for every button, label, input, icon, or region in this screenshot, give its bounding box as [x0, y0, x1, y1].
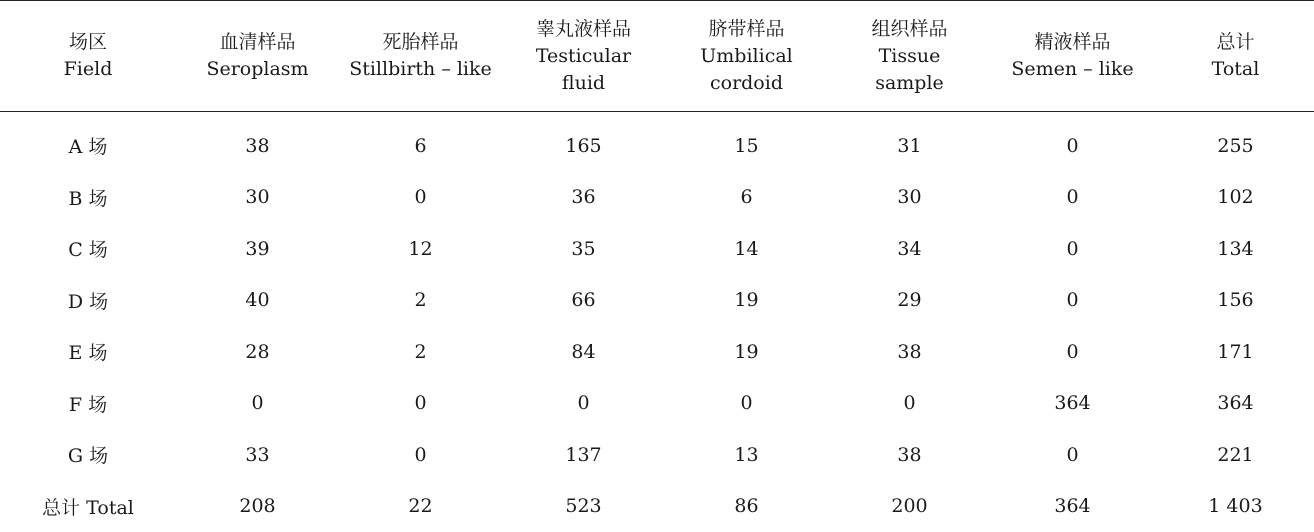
cell-seroplasm: 208: [176, 481, 339, 532]
header-testicular-fluid: [502, 1, 665, 112]
cell-field: F 场: [0, 378, 176, 430]
cell-field: C 场: [0, 223, 176, 275]
header-row: [0, 1, 1314, 112]
cell-tissue: 200: [828, 481, 991, 532]
cell-stillbirth: 12: [339, 223, 502, 275]
table-row: [0, 378, 1314, 430]
cell-stillbirth: 0: [339, 429, 502, 481]
header-field: [0, 1, 176, 112]
table-header: [0, 1, 1314, 112]
header-semen-en: Semen – like: [991, 56, 1154, 83]
header-seroplasm-en: Seroplasm: [176, 56, 339, 83]
cell-seroplasm: 38: [176, 112, 339, 172]
table-row-total: [0, 481, 1314, 532]
header-tissue-en-1: Tissue: [828, 43, 991, 70]
cell-stillbirth: 2: [339, 275, 502, 327]
header-seroplasm-zh: 血清样品: [176, 29, 339, 56]
cell-tissue: 34: [828, 223, 991, 275]
header-testicular-zh: 睾丸液样品: [502, 16, 665, 43]
header-seroplasm: [176, 1, 339, 112]
cell-tissue: 0: [828, 378, 991, 430]
cell-total: 156: [1154, 275, 1314, 327]
cell-seroplasm: 28: [176, 326, 339, 378]
header-testicular-en-1: Testicular: [502, 43, 665, 70]
cell-seroplasm: 39: [176, 223, 339, 275]
cell-field: G 场: [0, 429, 176, 481]
cell-total: 364: [1154, 378, 1314, 430]
cell-field: A 场: [0, 112, 176, 172]
cell-testicular: 84: [502, 326, 665, 378]
cell-field: B 场: [0, 172, 176, 224]
cell-stillbirth: 0: [339, 378, 502, 430]
cell-total: 1 403: [1154, 481, 1314, 532]
cell-field: 总计 Total: [0, 481, 176, 532]
cell-testicular: 165: [502, 112, 665, 172]
header-umbilical-zh: 脐带样品: [665, 16, 828, 43]
cell-seroplasm: 40: [176, 275, 339, 327]
cell-semen: 0: [991, 223, 1154, 275]
cell-seroplasm: 0: [176, 378, 339, 430]
header-field-en: Field: [0, 56, 176, 83]
cell-umbilical: 13: [665, 429, 828, 481]
header-tissue-zh: 组织样品: [828, 16, 991, 43]
cell-semen: 0: [991, 429, 1154, 481]
header-semen-zh: 精液样品: [991, 29, 1154, 56]
cell-total: 171: [1154, 326, 1314, 378]
cell-semen: 364: [991, 481, 1154, 532]
cell-testicular: 35: [502, 223, 665, 275]
cell-seroplasm: 30: [176, 172, 339, 224]
cell-total: 134: [1154, 223, 1314, 275]
cell-umbilical: 14: [665, 223, 828, 275]
cell-semen: 0: [991, 112, 1154, 172]
header-tissue: [828, 1, 991, 112]
cell-semen: 0: [991, 326, 1154, 378]
cell-total: 255: [1154, 112, 1314, 172]
table-row: [0, 223, 1314, 275]
cell-field: E 场: [0, 326, 176, 378]
cell-total: 221: [1154, 429, 1314, 481]
cell-total: 102: [1154, 172, 1314, 224]
header-umbilical-en-2: cordoid: [665, 70, 828, 97]
header-semen: [991, 1, 1154, 112]
header-tissue-en-2: sample: [828, 70, 991, 97]
table-body: [0, 112, 1314, 532]
cell-stillbirth: 6: [339, 112, 502, 172]
header-testicular-en-2: fluid: [502, 70, 665, 97]
cell-semen: 364: [991, 378, 1154, 430]
cell-field: D 场: [0, 275, 176, 327]
header-umbilical-en-1: Umbilical: [665, 43, 828, 70]
cell-seroplasm: 33: [176, 429, 339, 481]
header-umbilical: [665, 1, 828, 112]
cell-testicular: 36: [502, 172, 665, 224]
table-row: [0, 275, 1314, 327]
cell-testicular: 523: [502, 481, 665, 532]
cell-umbilical: 86: [665, 481, 828, 532]
header-total: [1154, 1, 1314, 112]
table-row: [0, 429, 1314, 481]
cell-stillbirth: 0: [339, 172, 502, 224]
cell-testicular: 137: [502, 429, 665, 481]
cell-tissue: 29: [828, 275, 991, 327]
cell-umbilical: 15: [665, 112, 828, 172]
header-stillbirth-zh: 死胎样品: [339, 29, 502, 56]
header-stillbirth-en: Stillbirth – like: [339, 56, 502, 83]
header-total-en: Total: [1154, 56, 1314, 83]
cell-umbilical: 6: [665, 172, 828, 224]
cell-tissue: 38: [828, 326, 991, 378]
table-row: [0, 172, 1314, 224]
cell-umbilical: 19: [665, 326, 828, 378]
header-field-zh: 场区: [0, 29, 176, 56]
cell-testicular: 66: [502, 275, 665, 327]
cell-semen: 0: [991, 172, 1154, 224]
cell-tissue: 30: [828, 172, 991, 224]
cell-stillbirth: 22: [339, 481, 502, 532]
cell-umbilical: 0: [665, 378, 828, 430]
cell-tissue: 38: [828, 429, 991, 481]
cell-stillbirth: 2: [339, 326, 502, 378]
cell-umbilical: 19: [665, 275, 828, 327]
table-row: [0, 326, 1314, 378]
cell-testicular: 0: [502, 378, 665, 430]
cell-tissue: 31: [828, 112, 991, 172]
table-row: [0, 112, 1314, 172]
header-stillbirth: [339, 1, 502, 112]
cell-semen: 0: [991, 275, 1154, 327]
header-total-zh: 总计: [1154, 29, 1314, 56]
